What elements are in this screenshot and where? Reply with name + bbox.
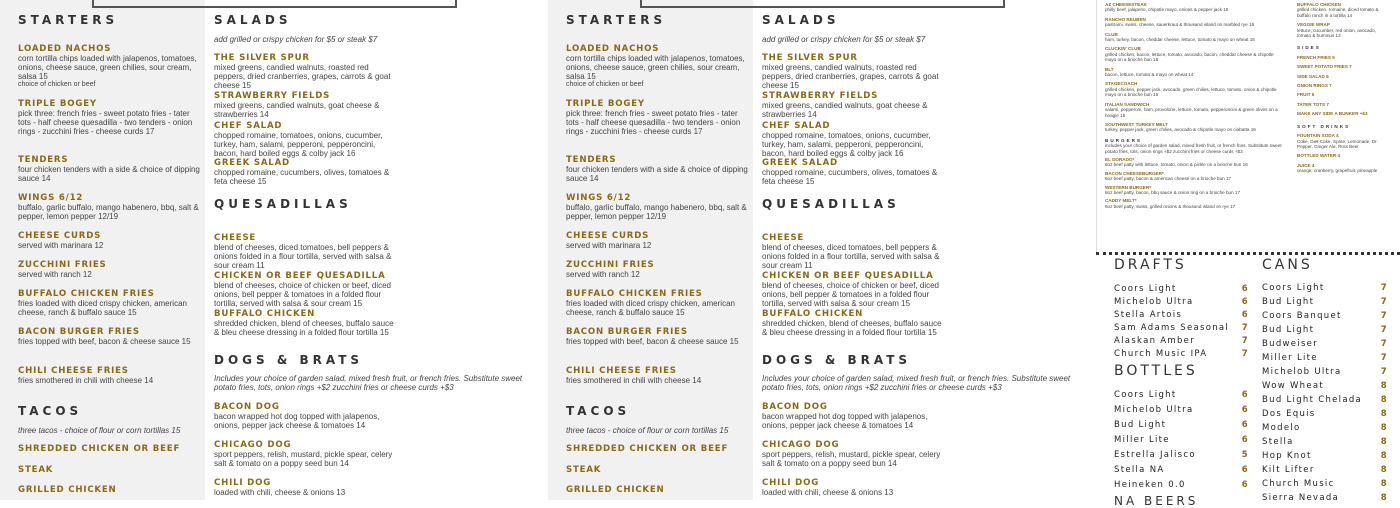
can-item: Modelo 8 xyxy=(1262,423,1388,433)
can-item: Wow Wheat 8 xyxy=(1262,381,1388,391)
taco-item: GRILLED CHICKEN xyxy=(18,485,117,495)
can-item: Bud Light Chelada 8 xyxy=(1262,395,1388,405)
starter-item: CHEESE CURDS served with marinara 12 xyxy=(566,231,652,250)
starter-item: CHILI CHEESE FRIES fries smothered in chili with cheese 14 xyxy=(18,366,154,385)
quesadillas-heading: QUESADILLAS xyxy=(214,197,352,211)
quesadilla-item: CHICKEN OR BEEF QUESADILLA blend of cheeses, choice of chicken or beef, diced onions, bell pepper & tomatoes in a folded flour tortilla, served with salsa & sour cream 15 xyxy=(214,271,391,308)
starter-item: TRIPLE BOGEY pick three: french fries - sweet potato fries - tater tots - half cheese quesadilla - two tenders - onion rings - zucchini fries - cheese curds 17 xyxy=(566,99,741,136)
tacos-heading: TACOS xyxy=(18,404,83,418)
dog-item: CHICAGO DOG sport peppers, relish, mustard, pickle spear, celery salt & tomato on a poppy seed bun 14 xyxy=(762,440,941,468)
quesadilla-item: CHEESE blend of cheeses, diced tomatoes, bell peppers & onions folded in a flour tortilla, served with salsa & sour cream 11 xyxy=(762,233,940,270)
salad-item: CHEF SALAD chopped romaine, tomatoes, onions, cucumber, turkey, ham, salami, pepperoni, pepperoncini, bacon, hard boiled eggs & colby jack 16 xyxy=(762,121,931,158)
draft-item: Church Music IPA 7 xyxy=(1114,349,1249,359)
bottle-item: Estrella Jalisco 5 xyxy=(1114,450,1249,460)
starter-item: CHILI CHEESE FRIES fries smothered in chili with cheese 14 xyxy=(566,366,702,385)
beer-list xyxy=(1096,255,1400,508)
tacos-note: three tacos - choice of flour or corn tortillas 15 xyxy=(18,426,181,435)
starter-item: BUFFALO CHICKEN FRIES fries loaded with diced crispy chicken, american cheese, ranch & buffalo sauce 15 xyxy=(18,289,187,317)
bottle-item: Michelob Ultra 6 xyxy=(1114,405,1249,415)
dog-item: BACON DOG bacon wrapped hot dog topped with jalapenos, onions, pepper jack cheese & tomatoes 14 xyxy=(762,402,928,430)
can-item: Michelob Ultra 7 xyxy=(1262,367,1388,377)
starter-item: ZUCCHINI FRIES served with ranch 12 xyxy=(566,260,655,279)
draft-item: Michelob Ultra 6 xyxy=(1114,297,1249,307)
can-item: Dos Equis 8 xyxy=(1262,409,1388,419)
quesadilla-item: BUFFALO CHICKEN shredded chicken, blend of cheeses, buffalo sauce & bleu cheese dressing in a folded flour tortilla 15 xyxy=(214,309,394,337)
bottle-item: Bud Light 6 xyxy=(1114,420,1249,430)
mini-menu xyxy=(1096,0,1400,255)
salads-note: add grilled or crispy chicken for $5 or steak $7 xyxy=(762,35,926,44)
quesadilla-item: CHICKEN OR BEEF QUESADILLA blend of cheeses, choice of chicken or beef, diced onions, bell pepper & tomatoes in a folded flour tortilla, served with salsa & sour cream 15 xyxy=(762,271,939,308)
can-item: Stella 8 xyxy=(1262,437,1388,447)
salad-item: GREEK SALAD chopped romaine, cucumbers, olives, tomatoes & feta cheese 15 xyxy=(214,158,390,186)
can-item: Bud Light 7 xyxy=(1262,325,1388,335)
starter-item: BACON BURGER FRIES fries topped with beef, bacon & cheese sauce 15 xyxy=(18,327,191,346)
starter-item: TENDERS four chicken tenders with a side & choice of dipping sauce 14 xyxy=(566,155,748,183)
header-frame xyxy=(640,0,1005,8)
drinks-page xyxy=(1096,0,1400,508)
mini-menu-left: AZ CHEESESTEAK philly beef, jalapeno, chipotle mayo, onions & pepper jack 16 RANCHO REUBEN pastrami, swiss, cheese, sauerkraut & thousand island on marbled rye 16 CLUB ham, turkey, bacon, cheddar cheese, lettuce, tomato & mayo on wheat 15 CLUCKIN' CLUB grilled chicken, bacon, lettuce, tomato, avocado, bacon, cheddar cheese & chipotle mayo on a brioche bun 16 BLT bacon, lettuce, tomato & mayo on wheat 14 STAGECOACH grilled chicken, pepper jack, avocado, green chilies, lettuce, tomato, onion & chipotle mayo on a brioche bun 16 ITALIAN SANDWICH salami, pepperoni, ham, provolone, lettuce, tomato, pepperoncini & green olives on a hoagie 16 SOUTHWEST TURKEY MELT turkey, pepper jack, green chilies, avocado & chipotle mayo on ciabatta 16 BURGERS includes your choice of garden salad, mixed fresh fruit, or french fries. Substitute sweet potato fries, tots, onion rings +$2 zucchini fries or cheese curds +$3 EL DORADO* 8oz beef patty with lettuce, tomato, onion & pickle on a brioche bun 16 BACON CHEESEBURGER* 8oz beef patty, bacon & american cheese on a brioche bun 17 WESTERN BURGER* 8oz beef patty, bacon, bbq sauce & onion ring on a brioche bun 17 CADDY MELT* 8oz beef patty, swiss, grilled onions & thousand island on rye 17 xyxy=(1105,2,1282,209)
starter-item: WINGS 6/12 buffalo, garlic buffalo, mango habenero, bbq, salt & pepper, lemon pepper 12/19 xyxy=(566,193,747,221)
menu-page-2 xyxy=(548,0,1096,500)
starters-heading: STARTERS xyxy=(18,13,119,27)
draft-item: Sam Adams Seasonal 7 xyxy=(1114,323,1249,333)
starter-item: WINGS 6/12 buffalo, garlic buffalo, mango habenero, bbq, salt & pepper, lemon pepper 12/19 xyxy=(18,193,199,221)
menu-page-1 xyxy=(0,0,548,500)
dog-item: BACON DOG bacon wrapped hot dog topped with jalapenos, onions, pepper jack cheese & tomatoes 14 xyxy=(214,402,380,430)
tacos-note: three tacos - choice of flour or corn tortillas 15 xyxy=(566,426,729,435)
taco-item: GRILLED CHICKEN xyxy=(566,485,665,495)
salads-note: add grilled or crispy chicken for $5 or steak $7 xyxy=(214,35,378,44)
bottle-item: Coors Light 6 xyxy=(1114,390,1249,400)
bottle-item: Heineken 0.0 6 xyxy=(1114,480,1249,490)
dogs-note: Includes your choice of garden salad, mixed fresh fruit, or french fries. Substitute sweet potato fries, tots, onion rings +$2 zucchini fries or cheese curds +$3 xyxy=(214,374,523,392)
salad-item: THE SILVER SPUR mixed greens, candied walnuts, roasted red peppers, dried cranberries, grapes, carrots & goat cheese 15 xyxy=(762,53,939,90)
salad-item: STRAWBERRY FIELDS mixed greens, candied walnuts, goat cheese & strawberries 14 xyxy=(762,91,928,119)
starter-item: TENDERS four chicken tenders with a side & choice of dipping sauce 14 xyxy=(18,155,200,183)
salad-item: THE SILVER SPUR mixed greens, candied walnuts, roasted red peppers, dried cranberries, grapes, carrots & goat cheese 15 xyxy=(214,53,391,90)
drafts-heading: DRAFTS xyxy=(1114,257,1187,273)
bottle-item: Stella NA 6 xyxy=(1114,465,1249,475)
taco-item: STEAK xyxy=(566,465,602,475)
quesadilla-item: CHEESE blend of cheeses, diced tomatoes, bell peppers & onions folded in a flour tortilla, served with salsa & sour cream 11 xyxy=(214,233,392,270)
bottles-heading: BOTTLES xyxy=(1114,363,1198,379)
starter-item: LOADED NACHOS corn tortilla chips loaded with jalapenos, tomatoes, onions, cheese sauce, green chilies, sour cream, salsa 15 choice of chicken or beef xyxy=(18,44,197,88)
starters-heading: STARTERS xyxy=(566,13,667,27)
starter-item: BUFFALO CHICKEN FRIES fries loaded with diced crispy chicken, american cheese, ranch & buffalo sauce 15 xyxy=(566,289,735,317)
can-item: Coors Banquet 7 xyxy=(1262,311,1388,321)
taco-item: STEAK xyxy=(18,465,54,475)
bottle-item: Miller Lite 6 xyxy=(1114,435,1249,445)
can-item: Budweiser 7 xyxy=(1262,339,1388,349)
starter-item: LOADED NACHOS corn tortilla chips loaded with jalapenos, tomatoes, onions, cheese sauce, green chilies, sour cream, salsa 15 choice of chicken or beef xyxy=(566,44,745,88)
salad-item: STRAWBERRY FIELDS mixed greens, candied walnuts, goat cheese & strawberries 14 xyxy=(214,91,380,119)
starter-item: CHEESE CURDS served with marinara 12 xyxy=(18,231,104,250)
cans-heading: CANS xyxy=(1262,257,1313,273)
quesadilla-item: BUFFALO CHICKEN shredded chicken, blend of cheeses, buffalo sauce & bleu cheese dressing in a folded flour tortilla 15 xyxy=(762,309,942,337)
starter-item: TRIPLE BOGEY pick three: french fries - sweet potato fries - tater tots - half cheese quesadilla - two tenders - onion rings - zucchini fries - cheese curds 17 xyxy=(18,99,193,136)
can-item: Bud Light 7 xyxy=(1262,297,1388,307)
tacos-heading: TACOS xyxy=(566,404,631,418)
can-item: Miller Lite 7 xyxy=(1262,353,1388,363)
dogs-heading: DOGS & BRATS xyxy=(762,353,912,367)
can-item: Sierra Nevada 8 xyxy=(1262,493,1388,503)
can-item: Kilt Lifter 8 xyxy=(1262,465,1388,475)
mini-menu-right: BUFFALO CHICKEN grilled chicken, romaine, diced tomato & buffalo ranch in a tortilla 14 VEGGIE WRAP lettuce, cucumber, red onion, avocado, tomato & hummus 13 SIDES FRENCH FRIES 5 SWEET POTATO FRIES 7 SIDE SALAD 5 ONION RINGS 7 FRUIT 5 TATER TOTS 7 MAKE ANY SIDE A BUNKER +$3 SOFT DRINKS FOUNTAIN SODA 4 Coke, Diet Coke, Sprite, Lemonade, Dr. Pepper, Ginger Ale, Root Beer BOTTLED WATER 4 JUICE 4 orange, cranberry, grapefruit, pineapple xyxy=(1297,2,1379,174)
dog-item: CHICAGO DOG sport peppers, relish, mustard, pickle spear, celery salt & tomato on a poppy seed bun 14 xyxy=(214,440,393,468)
can-item: Church Music 8 xyxy=(1262,479,1388,489)
taco-item: SHREDDED CHICKEN OR BEEF xyxy=(18,444,181,454)
can-item: Coors Light 7 xyxy=(1262,283,1388,293)
taco-item: SHREDDED CHICKEN OR BEEF xyxy=(566,444,729,454)
salads-heading: SALADS xyxy=(214,13,292,27)
header-frame xyxy=(92,0,457,8)
draft-item: Stella Artois 6 xyxy=(1114,310,1249,320)
salad-item: GREEK SALAD chopped romaine, cucumbers, olives, tomatoes & feta cheese 15 xyxy=(762,158,938,186)
dogs-heading: DOGS & BRATS xyxy=(214,353,364,367)
draft-item: Coors Light 6 xyxy=(1114,284,1249,294)
dogs-note: Includes your choice of garden salad, mixed fresh fruit, or french fries. Substitute sweet potato fries, tots, onion rings +$2 zucchini fries or cheese curds +$3 xyxy=(762,374,1071,392)
salad-item: CHEF SALAD chopped romaine, tomatoes, onions, cucumber, turkey, ham, salami, pepperoni, pepperoncini, bacon, hard boiled eggs & colby jack 16 xyxy=(214,121,383,158)
starter-item: ZUCCHINI FRIES served with ranch 12 xyxy=(18,260,107,279)
na-beers-heading: NA BEERS xyxy=(1114,494,1199,508)
dog-item: CHILI DOG loaded with chili, cheese & onions 13 xyxy=(762,478,894,497)
salads-heading: SALADS xyxy=(762,13,840,27)
starter-item: BACON BURGER FRIES fries topped with beef, bacon & cheese sauce 15 xyxy=(566,327,739,346)
dog-item: CHILI DOG loaded with chili, cheese & onions 13 xyxy=(214,478,346,497)
quesadillas-heading: QUESADILLAS xyxy=(762,197,900,211)
can-item: Hop Knot 8 xyxy=(1262,451,1388,461)
draft-item: Alaskan Amber 7 xyxy=(1114,336,1249,346)
